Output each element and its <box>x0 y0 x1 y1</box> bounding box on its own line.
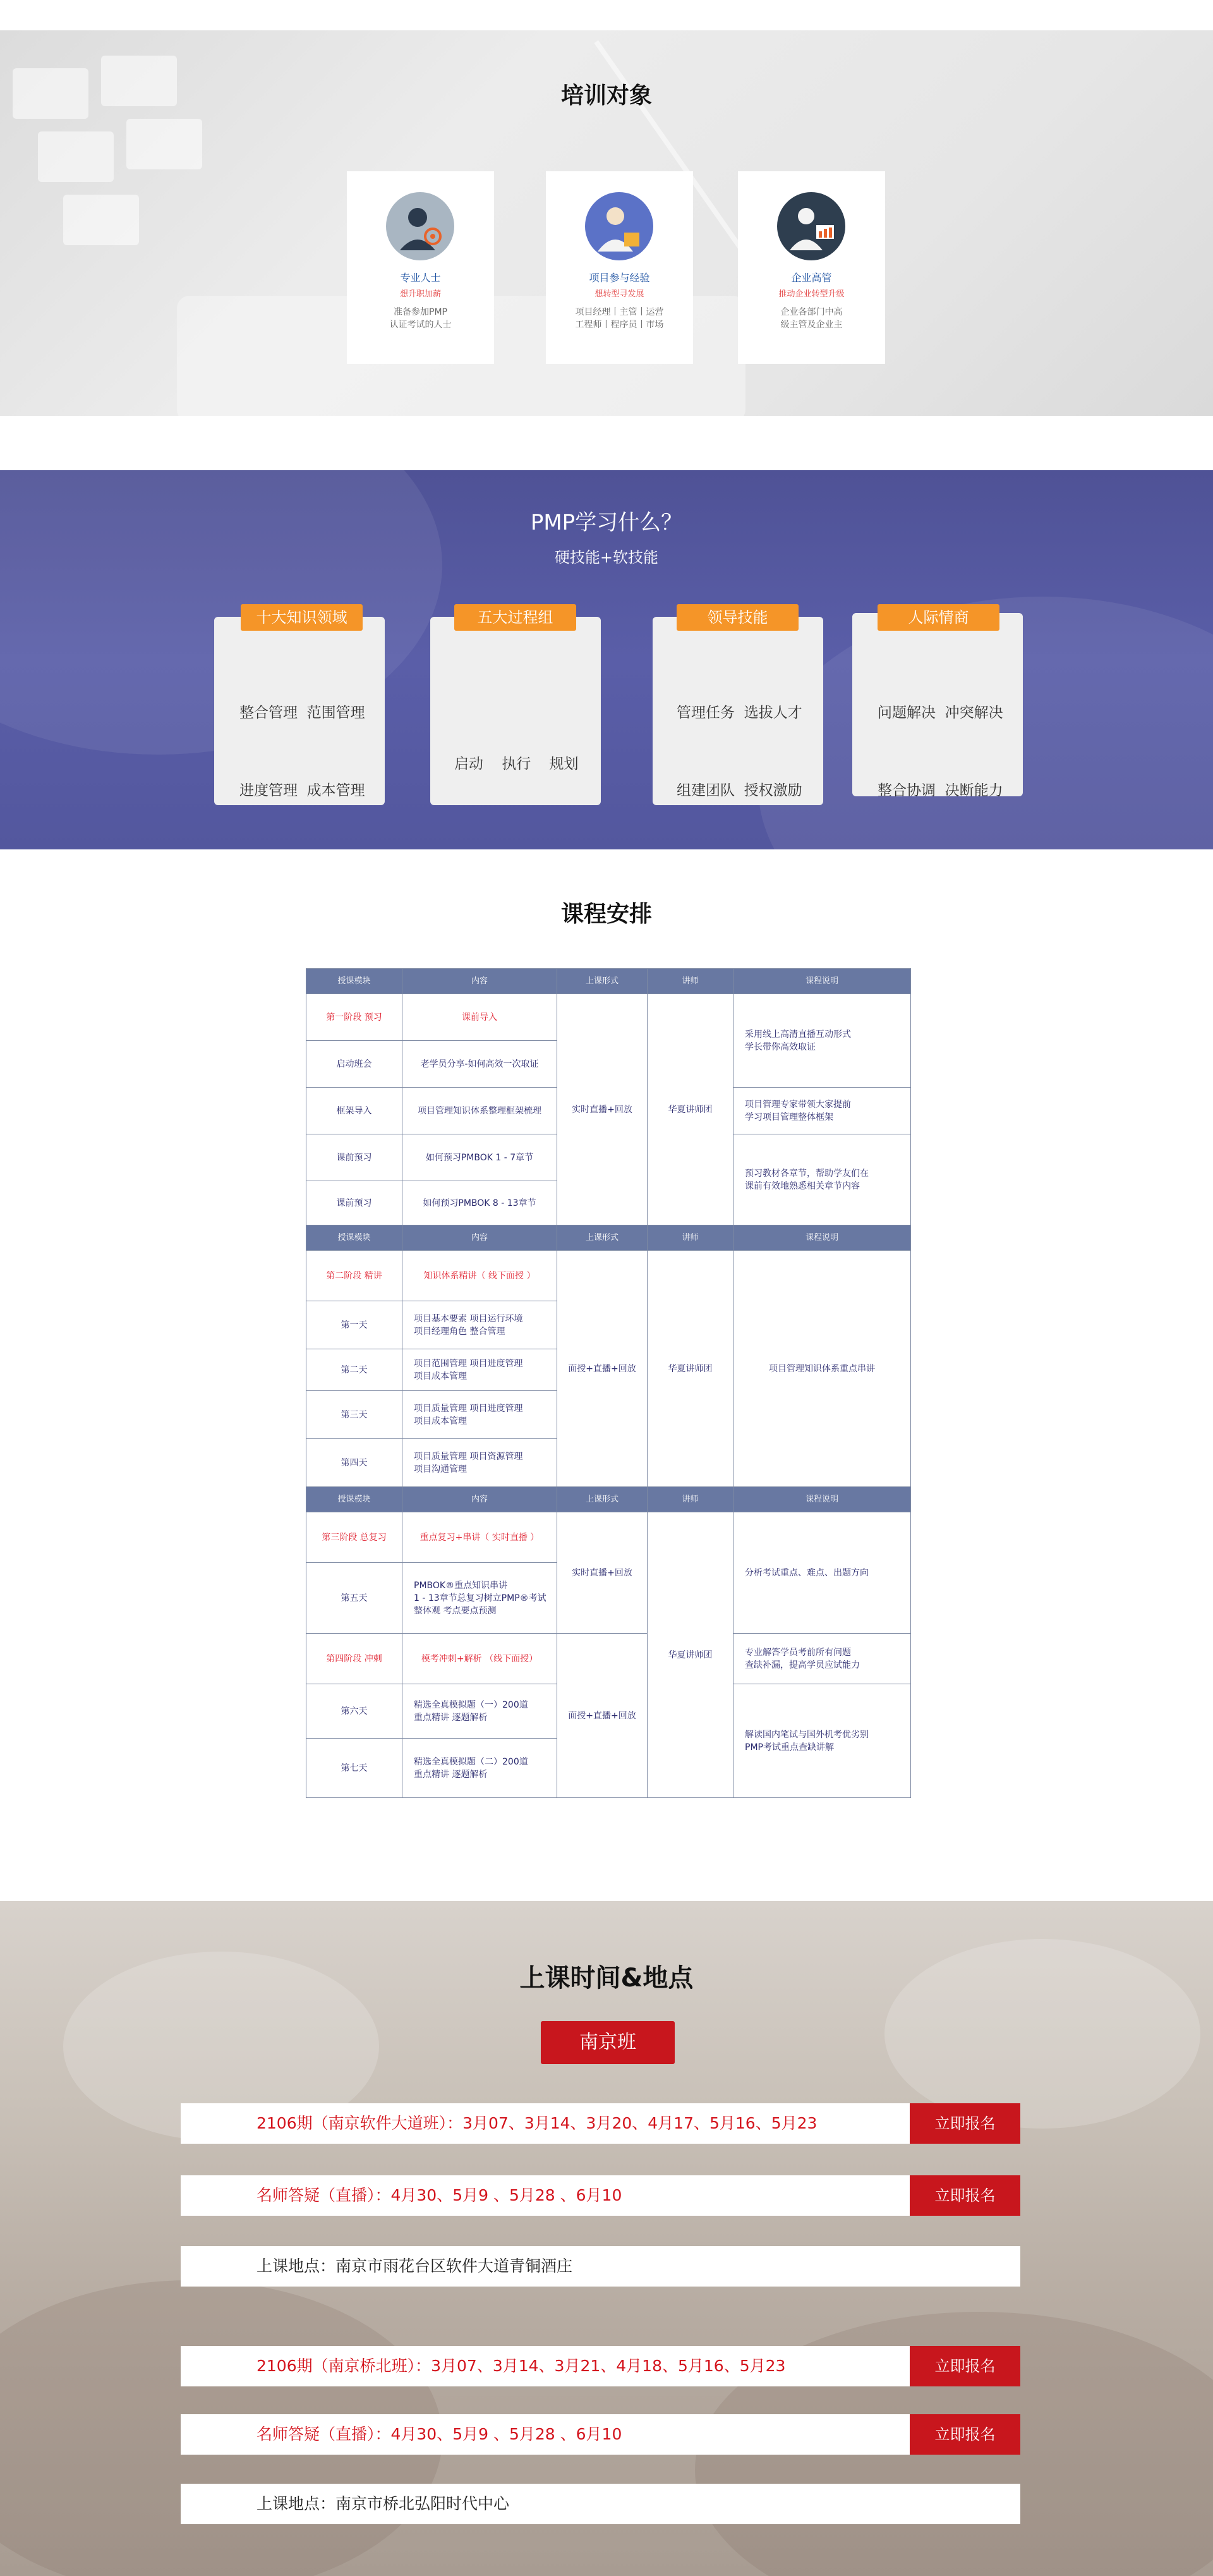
module-cell: 第二天 <box>306 1349 402 1391</box>
header-cell: 授课模块 <box>306 969 402 994</box>
card-description <box>738 306 885 331</box>
leadership-line: 管理任务 选拔人才 <box>677 705 802 721</box>
location-row <box>181 2246 1020 2287</box>
keyboard-decoration <box>126 119 202 169</box>
note-cell: 采用线上高清直播互动形式 学长带你高效取证 <box>733 994 911 1088</box>
content-cell: 项目范围管理 项目进度管理 项目成本管理 <box>402 1349 557 1391</box>
section-title: PMP学习什么？ <box>530 510 683 535</box>
leadership-line: 组建团队 授权激励 <box>677 782 802 799</box>
module-cell: 第七天 <box>306 1739 402 1798</box>
header-cell: 课程说明 <box>733 1225 911 1251</box>
class-row-text: 2106期（南京软件大道班）：3月07、3月14、3月20、4月17、5月16、5月23 <box>256 2114 818 2132</box>
time-place-section <box>0 1901 1213 2576</box>
header-cell: 内容 <box>402 1487 557 1512</box>
module-cell: 第四天 <box>306 1439 402 1487</box>
class-row <box>181 2346 1020 2386</box>
card-subtitle: 想转型寻发展 <box>594 289 644 299</box>
leadership-card-tag: 领导技能 <box>677 604 799 631</box>
class-row-text: 名师答疑（直播）：4月30、5月9 、5月28 、6月10 <box>256 2186 622 2204</box>
project-member-avatar-icon <box>585 192 653 260</box>
target-card-project-experience <box>546 171 693 364</box>
content-cell: 精选全真模拟题（一）200道 重点精讲 逐题解析 <box>402 1684 557 1739</box>
table-row <box>306 994 911 1041</box>
keyboard-decoration <box>38 131 114 182</box>
content-cell: 项目基本要素 项目运行环境 项目经理角色 整合管理 <box>402 1301 557 1349</box>
header-cell: 上课形式 <box>557 1225 648 1251</box>
executive-avatar-icon <box>777 192 845 260</box>
form-cell: 面授+直播+回放 <box>557 1251 648 1487</box>
header-cell: 讲师 <box>648 1487 733 1512</box>
content-cell: 模考冲刺+解析 （线下面授） <box>402 1634 557 1684</box>
register-button[interactable]: 立即报名 <box>910 2103 1020 2144</box>
table-row <box>306 1512 911 1563</box>
table-header-row <box>306 969 911 994</box>
module-cell: 第三天 <box>306 1391 402 1439</box>
target-card-professional <box>347 171 494 364</box>
training-targets-section <box>0 30 1213 416</box>
note-cell: 专业解答学员考前所有问题 查缺补漏，提高学员应试能力 <box>733 1634 911 1684</box>
note-cell: 预习教材各章节，帮助学友们在 课前有效地熟悉相关章节内容 <box>733 1134 911 1225</box>
card-desc-line: 准备参加PMP <box>394 307 447 317</box>
section-title: 课程安排 <box>560 901 652 927</box>
header-cell: 授课模块 <box>306 1487 402 1512</box>
table-row <box>306 1634 911 1684</box>
content-cell: 重点复习+串讲（ 实时直播 ） <box>402 1512 557 1563</box>
card-desc-line: 级主管及企业主 <box>780 320 843 330</box>
teacher-cell: 华夏讲师团 <box>648 994 733 1225</box>
module-cell: 第六天 <box>306 1684 402 1739</box>
module-cell: 课前预习 <box>306 1134 402 1181</box>
interpersonal-line: 问题解决 冲突解决 <box>878 705 1003 721</box>
class-row <box>181 2414 1020 2455</box>
module-cell: 第一阶段 预习 <box>306 994 402 1041</box>
content-cell: 老学员分享-如何高效一次取证 <box>402 1041 557 1088</box>
card-name: 专业人士 <box>400 272 441 284</box>
header-cell: 讲师 <box>648 969 733 994</box>
professional-avatar-icon <box>386 192 454 260</box>
section-title: 培训对象 <box>560 83 652 109</box>
header-cell: 上课形式 <box>557 1487 648 1512</box>
register-button[interactable]: 立即报名 <box>910 2175 1020 2216</box>
keyboard-decoration <box>63 195 139 245</box>
module-cell: 框架导入 <box>306 1088 402 1134</box>
card-description <box>347 306 494 331</box>
content-cell: PMBOK®重点知识串讲 1 - 13章节总复习树立PMP®考试 整体观 考点要点预测 <box>402 1563 557 1634</box>
process-card-tag: 五大过程组 <box>454 604 576 631</box>
table-header-row <box>306 1225 911 1251</box>
note-cell: 分析考试重点、难点、出题方向 <box>733 1512 911 1634</box>
card-subtitle: 推动企业转型升级 <box>778 289 845 299</box>
module-cell: 第一天 <box>306 1301 402 1349</box>
register-button[interactable]: 立即报名 <box>910 2414 1020 2455</box>
class-row <box>181 2175 1020 2216</box>
content-cell: 如何预习PMBOK 1 - 7章节 <box>402 1134 557 1181</box>
teacher-cell: 华夏讲师团 <box>648 1251 733 1487</box>
section-subtitle: 硬技能+软技能 <box>554 549 659 566</box>
knowledge-line: 进度管理 成本管理 <box>239 782 365 799</box>
teacher-cell: 华夏讲师团 <box>648 1512 733 1798</box>
location-text: 上课地点：南京市桥北弘阳时代中心 <box>256 2494 510 2513</box>
class-row <box>181 2103 1020 2144</box>
header-cell: 课程说明 <box>733 969 911 994</box>
leadership-card-body <box>677 648 802 849</box>
note-cell: 项目管理专家带领大家提前 学习项目管理整体框架 <box>733 1088 911 1134</box>
module-cell: 第四阶段 冲刺 <box>306 1634 402 1684</box>
interpersonal-card-tag: 人际情商 <box>878 604 999 631</box>
card-desc-line: 工程师丨程序员丨市场 <box>575 320 664 330</box>
card-desc-line: 认证考试的人士 <box>389 320 452 330</box>
form-cell: 实时直播+回放 <box>557 1512 648 1634</box>
content-cell: 项目质量管理 项目资源管理 项目沟通管理 <box>402 1439 557 1487</box>
knowledge-card-tag: 十大知识领域 <box>241 604 363 631</box>
module-cell: 课前预习 <box>306 1181 402 1225</box>
content-cell: 项目管理知识体系整理框架梳理 <box>402 1088 557 1134</box>
knowledge-line: 整合管理 范围管理 <box>239 705 365 721</box>
header-cell: 讲师 <box>648 1225 733 1251</box>
class-row-text: 2106期（南京桥北班）：3月07、3月14、3月21、4月18、5月16、5月23 <box>256 2357 786 2375</box>
card-subtitle: 想升职加薪 <box>399 289 441 299</box>
card-description <box>546 306 693 331</box>
header-cell: 授课模块 <box>306 1225 402 1251</box>
process-line: 启动 执行 规划 <box>454 756 579 772</box>
module-cell: 启动班会 <box>306 1041 402 1088</box>
process-card-body <box>454 666 579 849</box>
header-cell: 上课形式 <box>557 969 648 994</box>
class-row-text: 名师答疑（直播）：4月30、5月9 、5月28 、6月10 <box>256 2425 622 2443</box>
card-name: 企业高管 <box>791 272 832 284</box>
city-tab-nanjing[interactable]: 南京班 <box>541 2021 675 2064</box>
note-cell: 解读国内笔试与国外机考优劣别 PMP考试重点查缺讲解 <box>733 1684 911 1798</box>
content-cell: 知识体系精讲（ 线下面授 ） <box>402 1251 557 1301</box>
content-cell: 精选全真模拟题（二）200道 重点精讲 逐题解析 <box>402 1739 557 1798</box>
location-text: 上课地点：南京市雨花台区软件大道青铜酒庄 <box>256 2257 573 2275</box>
content-cell: 项目质量管理 项目进度管理 项目成本管理 <box>402 1391 557 1439</box>
card-desc-line: 企业各部门中高 <box>780 307 843 317</box>
card-name: 项目参与经验 <box>589 272 650 284</box>
header-cell: 内容 <box>402 1225 557 1251</box>
form-cell: 实时直播+回放 <box>557 994 648 1225</box>
interpersonal-card-body <box>878 648 1003 849</box>
header-cell: 课程说明 <box>733 1487 911 1512</box>
module-cell: 第五天 <box>306 1563 402 1634</box>
section-title: 上课时间&地点 <box>519 1964 694 1993</box>
knowledge-card-body <box>239 648 380 849</box>
form-cell: 面授+直播+回放 <box>557 1634 648 1798</box>
pmp-learn-section <box>0 470 1213 849</box>
table-header-row <box>306 1487 911 1512</box>
location-row <box>181 2484 1020 2524</box>
content-cell: 课前导入 <box>402 994 557 1041</box>
module-cell: 第三阶段 总复习 <box>306 1512 402 1563</box>
module-cell: 第二阶段 精讲 <box>306 1251 402 1301</box>
content-cell: 如何预习PMBOK 8 - 13章节 <box>402 1181 557 1225</box>
note-cell: 项目管理知识体系重点串讲 <box>733 1251 911 1487</box>
interpersonal-line: 整合协调 决断能力 <box>878 782 1003 799</box>
table-row <box>306 1251 911 1301</box>
register-button[interactable]: 立即报名 <box>910 2346 1020 2386</box>
schedule-table <box>306 968 911 1798</box>
card-desc-line: 项目经理丨主管丨运营 <box>575 307 664 317</box>
header-cell: 内容 <box>402 969 557 994</box>
target-card-executive <box>738 171 885 364</box>
